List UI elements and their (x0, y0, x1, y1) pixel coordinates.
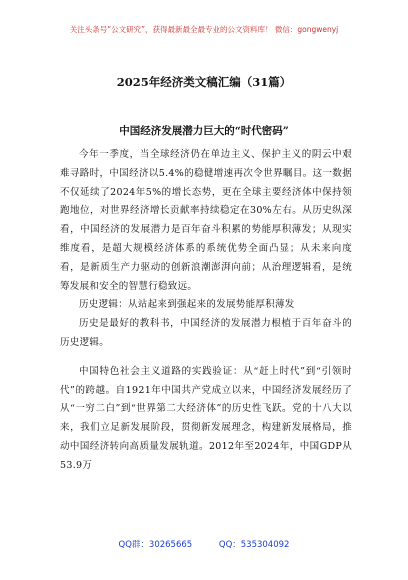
paragraph: 中国特色社会主义道路的实践验证：从“赶上时代”到“引领时代”的跨越。自1921年中国共产党成立以来，中国经济发展经历了从“一穷二白”到“世界第二大经济体”的历史性飞跃。党的十八大以来，我们立足新发展阶段，贯彻新发展理念，构建新发展格局，推动中国经济转向高质量发展轨道。2012年至2024年，中国GDP从53.9万 (60, 365, 352, 471)
paragraph: 今年一季度，当全球经济仍在单边主义、保护主义的阴云中艰难寻路时，中国经济以5.4%的稳健增速再次令世界瞩目。这一数据不仅延续了2024年5%的增长态势，更在全球主要经济体中保持领跑地位，对世界经济增长贡献率持续稳定在30%左右。从历史纵深看，中国经济的发展潜力是百年奋斗积累的势能厚积薄发；从现实维度看，是超大规模经济体系的系统优势全面凸显；从未来向度看，是新质生产力驱动的创新浪潮澎湃向前；从治理逻辑看，是统筹发展和安全的智慧行稳致远。 (60, 149, 352, 292)
section-heading: 历史逻辑：从站起来到强起来的发展势能厚积薄发 (79, 299, 295, 311)
article-title: 中国经济发展潜力巨大的“时代密码” (119, 125, 289, 137)
document-title: 2025年经济类文稿汇编（31篇） (116, 75, 292, 89)
footer-contact (0, 538, 408, 550)
article-body (60, 146, 352, 476)
header-note: 关注头条号“公文研究”，获得最新最全最专业的公文资料库！ 微信：gongwenyj (69, 25, 339, 34)
qq-group: QQ群：30265665 (118, 540, 193, 550)
qq-number: QQ：535304092 (218, 540, 290, 550)
paragraph: 历史是最好的教科书，中国经济的发展潜力根植于百年奋斗的历史逻辑。 (60, 318, 352, 348)
